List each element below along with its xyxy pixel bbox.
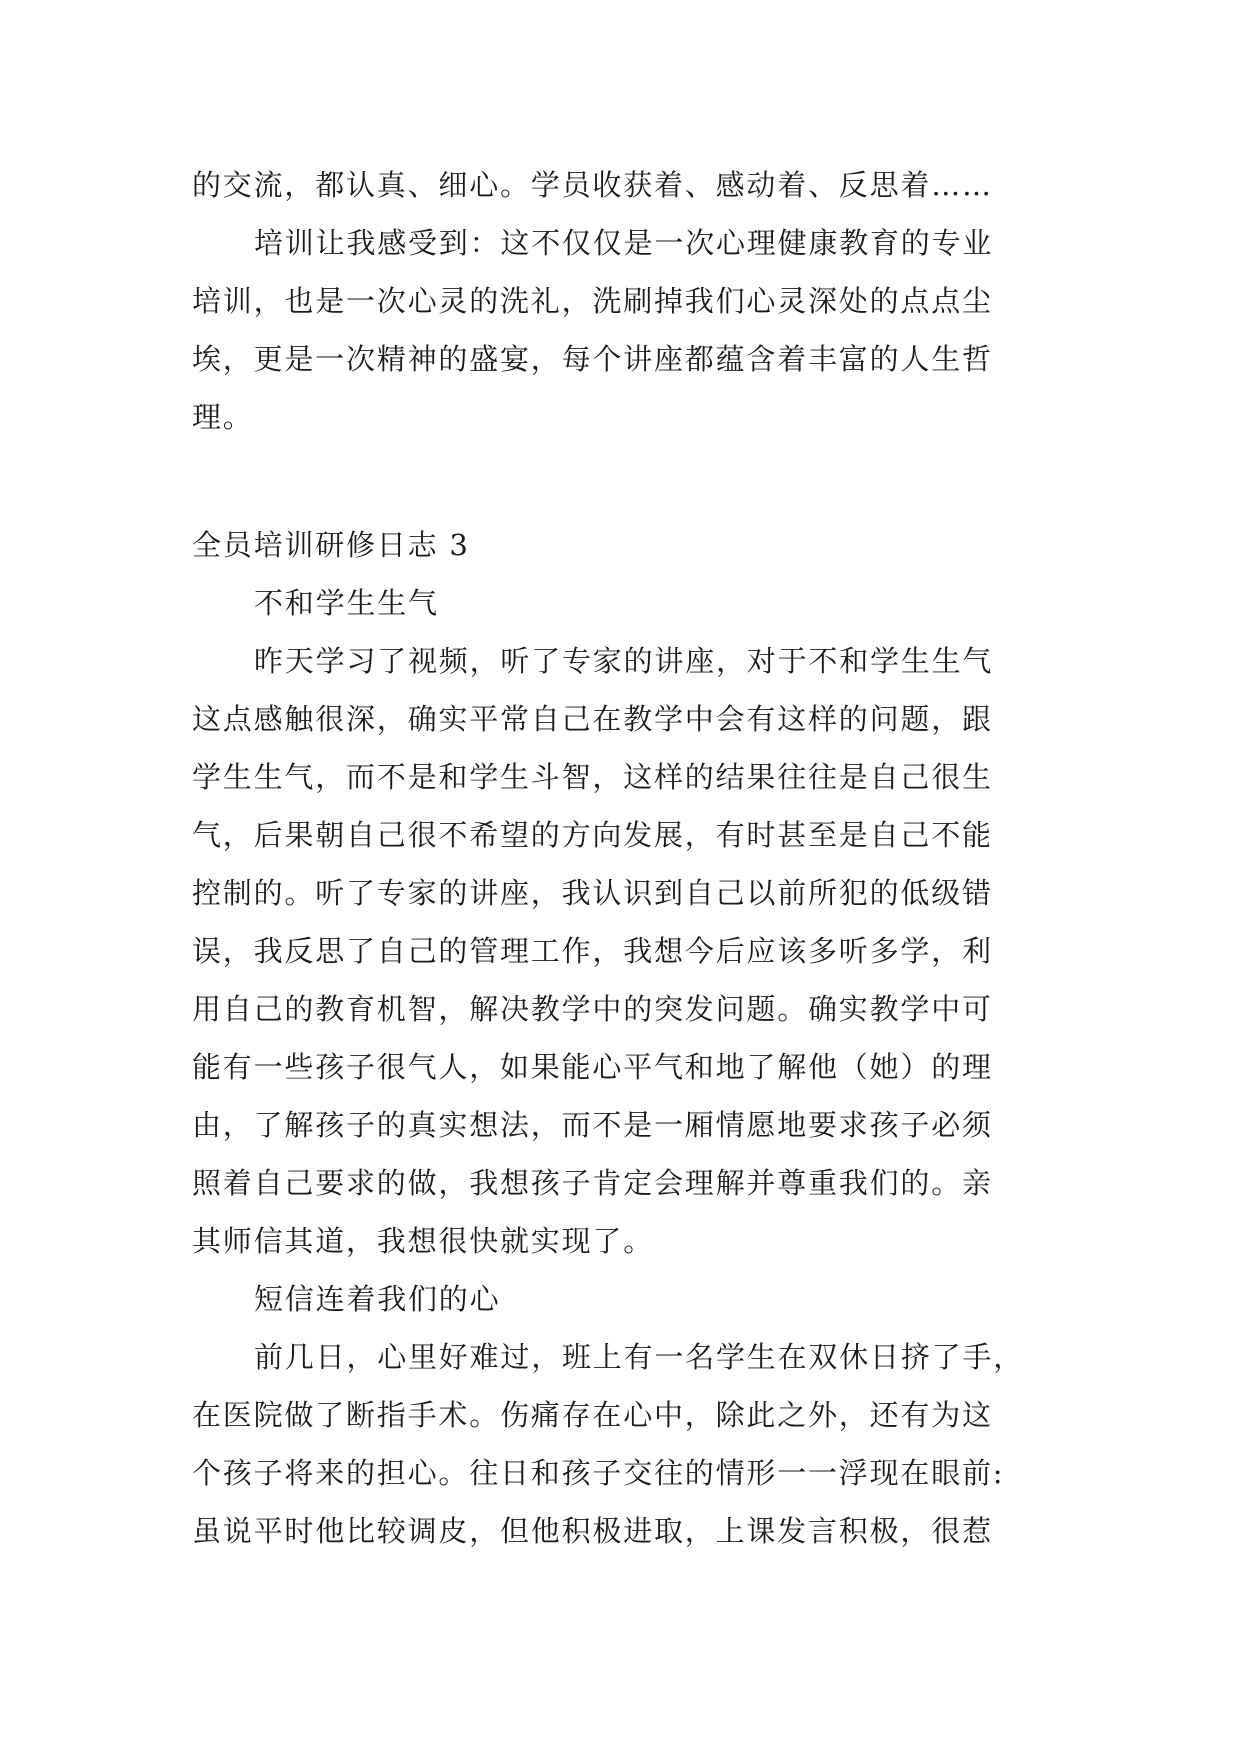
text-line: 用自己的教育机智，解决教学中的突发问题。确实教学中可 — [192, 992, 993, 1026]
text-line: 前几日，心里好难过，班上有一名学生在双休日挤了手， — [254, 1340, 1025, 1374]
text-line: 能有一些孩子很气人，如果能心平气和地了解他（她）的理 — [192, 1050, 993, 1084]
subtitle: 不和学生生气 — [254, 586, 439, 620]
section-title: 全员培训研修日志 3 — [192, 528, 470, 562]
text-line: 个孩子将来的担心。往日和孩子交往的情形一一浮现在眼前: — [192, 1456, 1005, 1490]
text-line: 气，后果朝自己很不希望的方向发展，有时甚至是自己不能 — [192, 818, 993, 852]
text-line: 昨天学习了视频，听了专家的讲座，对于不和学生生气 — [254, 644, 994, 678]
text-line: 控制的。听了专家的讲座，我认识到自己以前所犯的低级错 — [192, 876, 993, 910]
text-line: 培训让我感受到：这不仅仅是一次心理健康教育的专业 — [254, 226, 994, 260]
text-line: 在医院做了断指手术。伤痛存在心中，除此之外，还有为这 — [192, 1398, 993, 1432]
text-line: 的交流，都认真、细心。学员收获着、感动着、反思着…… — [192, 168, 993, 202]
section-gap — [192, 446, 1052, 516]
text-line: 其师信其道，我想很快就实现了。 — [192, 1224, 655, 1258]
subtitle: 短信连着我们的心 — [254, 1282, 501, 1316]
text-line: 理。 — [192, 400, 254, 434]
text-line: 培训，也是一次心灵的洗礼，洗刷掉我们心灵深处的点点尘 — [192, 284, 993, 318]
text-line: 这点感触很深，确实平常自己在教学中会有这样的问题，跟 — [192, 702, 993, 736]
text-line: 埃，更是一次精神的盛宴，每个讲座都蕴含着丰富的人生哲 — [192, 342, 993, 376]
text-line: 由，了解孩子的真实想法，而不是一厢情愿地要求孩子必须 — [192, 1108, 993, 1142]
text-line: 虽说平时他比较调皮，但他积极进取，上课发言积极，很惹 — [192, 1514, 993, 1548]
text-line: 学生生气，而不是和学生斗智，这样的结果往往是自己很生 — [192, 760, 993, 794]
text-line: 误，我反思了自己的管理工作，我想今后应该多听多学，利 — [192, 934, 993, 968]
document-body — [192, 156, 1052, 1560]
text-line: 照着自己要求的做，我想孩子肯定会理解并尊重我们的。亲 — [192, 1166, 993, 1200]
